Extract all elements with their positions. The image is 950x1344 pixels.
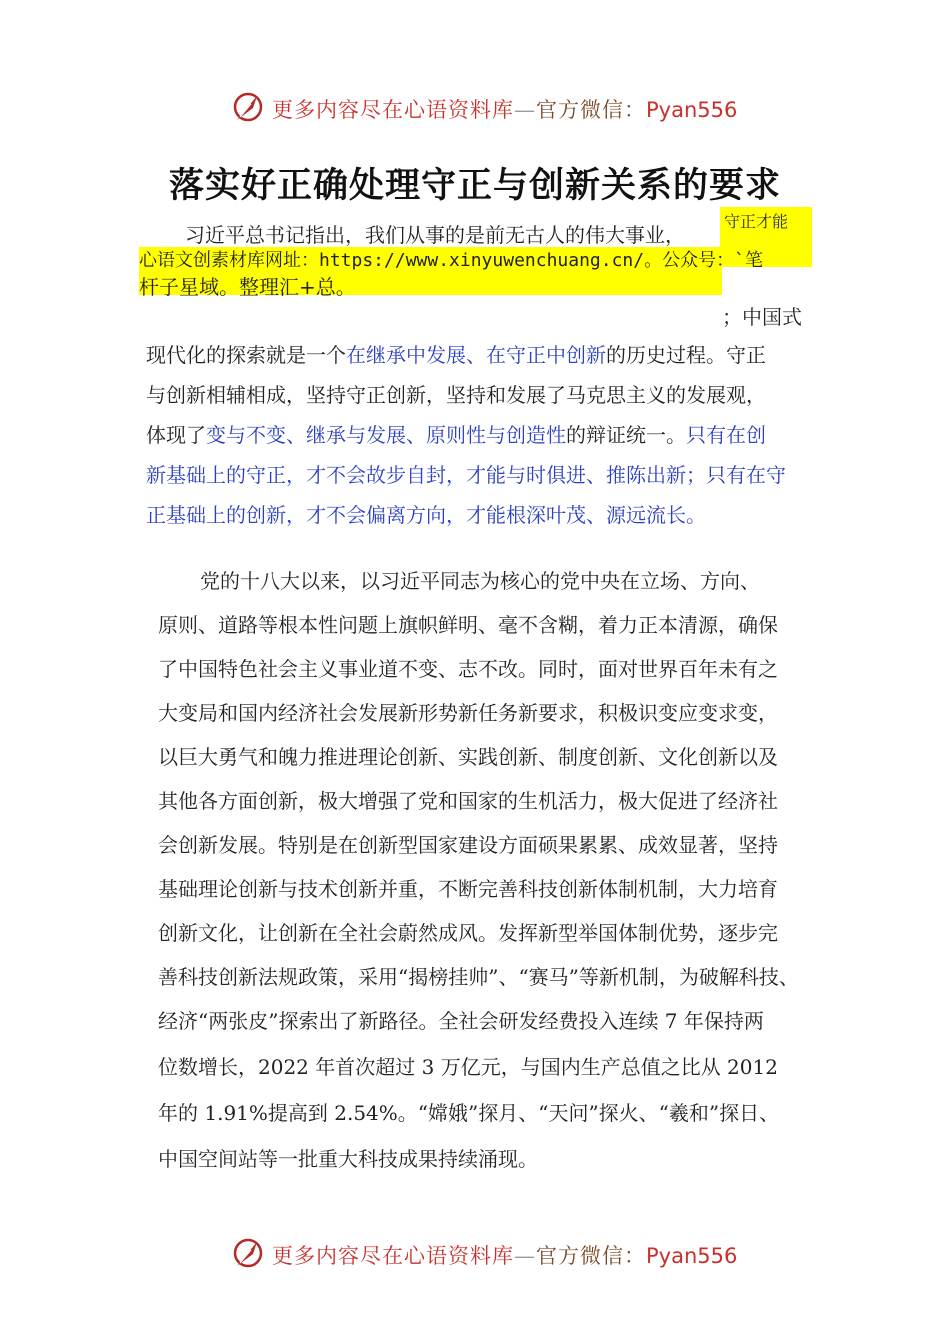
para2-line: 原则、道路等根本性问题上旗帜鲜明、毫不含糊，着力正本清源，确保 [158,613,778,637]
page-title: 落实好正确处理守正与创新关系的要求 [168,166,781,206]
para1-line-tail: ；中国式 [722,305,802,329]
para2-line: 会创新发展。特别是在创新型国家建设方面硕果累累、成效显著，坚持 [158,833,778,857]
para2-line: 其他各方面创新，极大增强了党和国家的生机活力，极大促进了经济社 [158,789,778,813]
para1-line7: 新基础上的守正，才不会故步自封，才能与时俱进、推陈出新；只有在守 [146,463,786,487]
banner-wechat-id: Pyan556 [646,1244,738,1268]
banner-wechat-id: Pyan556 [646,98,738,122]
para2-line: 中国空间站等一批重大科技成果持续涌现。 [158,1147,538,1171]
para1-line8: 正基础上的创新，才不会偏离方向，才能根深叶茂、源远流长。 [146,503,706,527]
para1-line6 [146,421,766,449]
para1-line6-blue2: 只有在创 [686,423,766,447]
para1-line4-a: 现代化的探索就是一个 [146,343,346,367]
para1-line4-b: 的历史过程。守正 [606,343,766,367]
para2-line: 基础理论创新与技术创新并重，不断完善科技创新体制机制，大力培育 [158,877,778,901]
para2-line: 经济“两张皮”探索出了新路径。全社会研发经费投入连续 7 年保持两 [158,1009,764,1033]
banner-text [272,94,737,124]
banner-main-text: 更多内容尽在心语资料库 [272,98,514,122]
banner-wechat-label: 官方微信： [536,1244,646,1268]
banner-dash: — [514,98,536,122]
para1-line4-blue: 在继承中发展、在守正中创新 [346,343,606,367]
footer-banner [0,1234,950,1274]
para1-line4 [146,341,766,369]
banner-wechat-label: 官方微信： [536,98,646,122]
header-banner [0,88,950,128]
para1-line1: 习近平总书记指出，我们从事的是前无古人的伟大事业， [185,223,685,247]
para2-line: 了中国特色社会主义事业道不变、志不改。同时，面对世界百年未有之 [158,657,778,681]
watermark-line: 心语文创素材库网址：https://www.xinyuwenchuang.cn/。公众号：`笔 [139,250,763,271]
quill-logo-icon [231,1236,265,1270]
para1-line5: 与创新相辅相成，坚持守正创新，坚持和发展了马克思主义的发展观， [146,383,766,407]
para1-line6-a: 体现了 [146,423,206,447]
banner-main-text: 更多内容尽在心语资料库 [272,1244,514,1268]
watermark-line-2: 杆子星域。整理汇+总。 [139,275,356,299]
banner-text [272,1240,737,1270]
para2-line: 年的 1.91%提高到 2.54%。“嫦娥”探月、“天问”探火、“羲和”探日、 [158,1101,780,1125]
para2-line: 位数增长，2022 年首次超过 3 万亿元，与国内生产总值之比从 2012 [158,1055,778,1079]
overlay-small-text: 守正才能 [724,212,789,231]
para2-line: 以巨大勇气和魄力推进理论创新、实践创新、制度创新、文化创新以及 [158,745,778,769]
banner-dash: — [514,1244,536,1268]
para2-line: 党的十八大以来，以习近平同志为核心的党中央在立场、方向、 [200,569,760,593]
para1-line6-blue: 变与不变、继承与发展、原则性与创造性 [206,423,566,447]
para2-line: 创新文化，让创新在全社会蔚然成风。发挥新型举国体制优势，逐步完 [158,921,778,945]
para2-line: 大变局和国内经济社会发展新形势新任务新要求，积极识变应变求变， [158,701,778,725]
quill-logo-icon [231,90,265,124]
para2-line: 善科技创新法规政策，采用“揭榜挂帅”、“赛马”等新机制，为破解科技、 [158,965,799,989]
para1-line6-b: 的辩证统一。 [566,423,686,447]
